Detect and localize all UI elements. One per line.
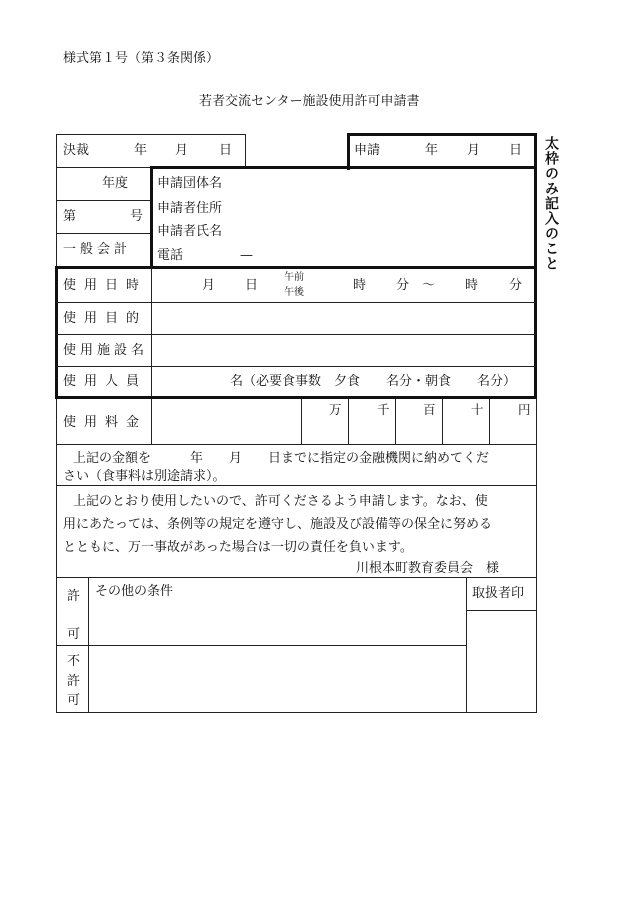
thick-line bbox=[55, 266, 58, 399]
shinsei-month: 月 bbox=[467, 143, 481, 158]
line bbox=[442, 398, 443, 445]
fee-unit-man: 万 bbox=[329, 402, 342, 417]
line bbox=[56, 233, 152, 234]
line bbox=[56, 302, 536, 303]
shinsei-year: 年 bbox=[425, 143, 439, 158]
minute-start: 分 bbox=[396, 278, 410, 293]
thick-line bbox=[534, 133, 537, 170]
side-note: 太枠のみ記入のこと bbox=[543, 136, 559, 271]
payment-note-line1: 上記の金額を 年 月 日までに指定の金融機関に納めてくだ bbox=[73, 451, 490, 466]
declaration-line1: 上記のとおり使用したいので、許可くださるよう申請します。なお、使 bbox=[73, 494, 488, 509]
thick-line bbox=[151, 166, 537, 169]
range-tilde: 〜 bbox=[422, 278, 436, 293]
address-label: 申請者住所 bbox=[157, 201, 223, 216]
declaration-line2: 用にあたっては、条例等の規定を遵守し、施設及び設備等の保全に努める bbox=[63, 517, 493, 532]
approval-ka: 可 bbox=[67, 627, 81, 642]
line bbox=[56, 645, 467, 646]
handler-seal-label: 取扱者印 bbox=[472, 586, 525, 601]
people-text: 名（必要食事数 夕食 名分・朝食 名分） bbox=[230, 374, 517, 389]
line bbox=[56, 200, 152, 201]
hour-end: 時 bbox=[465, 278, 479, 293]
ippan-kaikei-label: 一般会計 bbox=[63, 242, 132, 257]
applicant-name-label: 申請者氏名 bbox=[157, 224, 223, 239]
line bbox=[56, 167, 152, 168]
line bbox=[56, 577, 537, 578]
disapproval-fu: 不 bbox=[67, 654, 81, 669]
nendo-label: 年度 bbox=[102, 176, 129, 191]
pm-label: 午後 bbox=[284, 287, 304, 298]
line bbox=[56, 366, 536, 367]
thick-line bbox=[55, 396, 537, 399]
minute-end: 分 bbox=[509, 278, 523, 293]
thick-line bbox=[534, 166, 537, 268]
line bbox=[151, 398, 152, 445]
dai-label: 第 bbox=[63, 209, 77, 224]
line bbox=[466, 610, 537, 611]
line bbox=[489, 398, 490, 445]
line bbox=[56, 444, 537, 445]
line bbox=[245, 134, 246, 168]
line bbox=[56, 485, 537, 486]
purpose-label: 使用目的 bbox=[63, 311, 148, 326]
shinsei-label: 申請 bbox=[354, 143, 381, 158]
facility-label: 使用施設名 bbox=[63, 343, 149, 358]
other-conditions-label: その他の条件 bbox=[95, 584, 174, 599]
line bbox=[56, 712, 537, 713]
thick-line bbox=[55, 266, 537, 269]
usage-day: 日 bbox=[245, 278, 259, 293]
line bbox=[56, 334, 536, 335]
line bbox=[536, 398, 537, 713]
fee-unit-juu: 十 bbox=[471, 402, 484, 417]
kessai-label: 決裁 bbox=[63, 143, 90, 158]
phone-dash: — bbox=[240, 248, 253, 263]
usage-month: 月 bbox=[202, 278, 216, 293]
thick-line bbox=[347, 133, 537, 136]
disapproval-kyo: 許 bbox=[67, 674, 81, 689]
line bbox=[301, 398, 302, 445]
kessai-month: 月 bbox=[175, 143, 189, 158]
declaration-line3: とともに、万一事故があった場合は一切の責任を負います。 bbox=[63, 540, 413, 555]
thick-line bbox=[534, 266, 537, 399]
document-title: 若者交流センター施設使用許可申請書 bbox=[199, 94, 420, 109]
fee-unit-sen: 千 bbox=[377, 402, 390, 417]
fee-unit-hyaku: 百 bbox=[423, 402, 436, 417]
people-label: 使用人員 bbox=[63, 374, 148, 389]
phone-label: 電話 bbox=[157, 248, 184, 263]
thick-line bbox=[150, 166, 153, 268]
am-label: 午前 bbox=[284, 272, 304, 283]
fee-unit-en: 円 bbox=[518, 402, 531, 417]
go-label: 号 bbox=[130, 209, 144, 224]
kessai-year: 年 bbox=[134, 143, 148, 158]
line bbox=[395, 398, 396, 445]
hour-start: 時 bbox=[353, 278, 367, 293]
kessai-day: 日 bbox=[219, 143, 233, 158]
payment-note-line2: さい（食事料は別途請求）。 bbox=[63, 469, 226, 484]
shinsei-day: 日 bbox=[509, 143, 523, 158]
line bbox=[56, 134, 57, 713]
group-name-label: 申請団体名 bbox=[157, 176, 223, 191]
line bbox=[348, 398, 349, 445]
datetime-label: 使用日時 bbox=[63, 278, 148, 293]
thick-line bbox=[347, 133, 350, 170]
disapproval-ka: 可 bbox=[67, 693, 81, 708]
addressee: 川根本町教育委員会 様 bbox=[356, 561, 500, 576]
approval-kyo: 許 bbox=[67, 589, 81, 604]
line bbox=[151, 266, 152, 398]
fee-label: 使用料金 bbox=[63, 415, 148, 430]
form-number: 様式第１号（第３条関係） bbox=[63, 51, 220, 66]
line bbox=[56, 134, 246, 135]
